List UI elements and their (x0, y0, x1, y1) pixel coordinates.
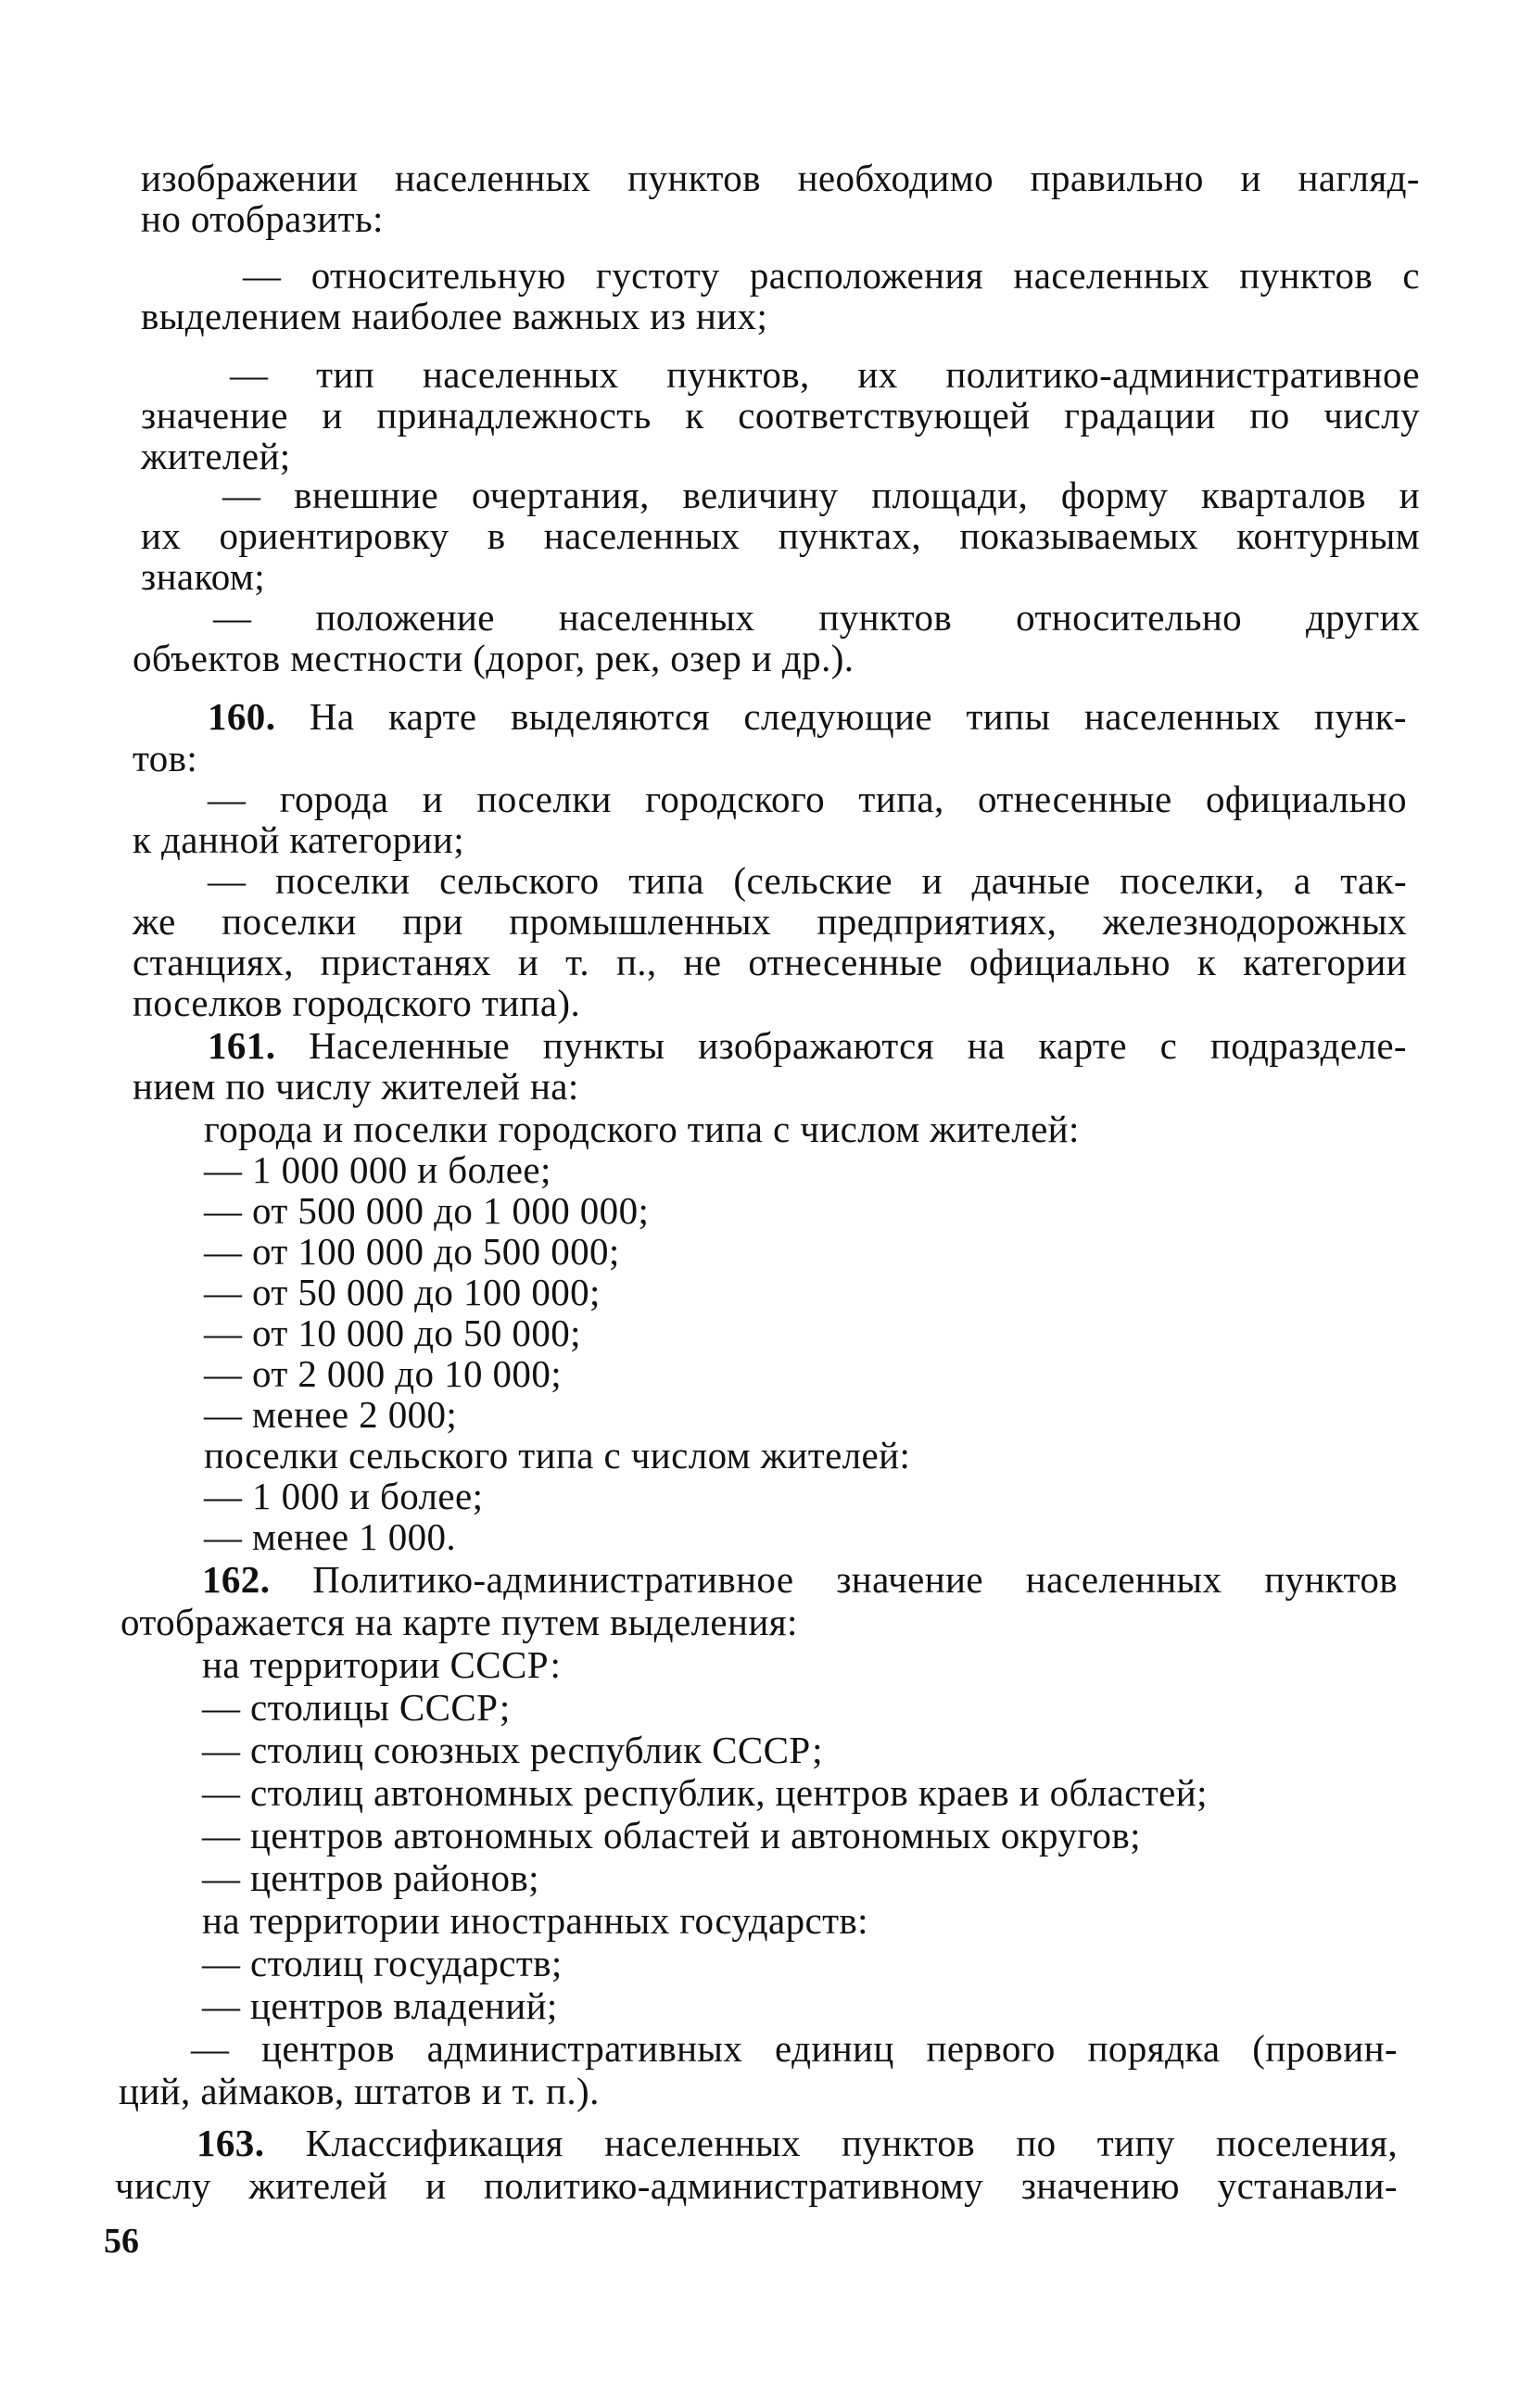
list-item: — столиц союзных республик СССР; (202, 1729, 823, 1771)
text-line: поселков городского типа). (133, 982, 581, 1024)
list-item: — столиц автономных республик, центров краев и областей; (202, 1771, 1208, 1814)
text-line: нием по числу жителей на: (133, 1065, 579, 1108)
list-item: — от 500 000 до 1 000 000; (204, 1189, 650, 1232)
text-line: — тип населенных пунктов, их политико-административное (230, 353, 1420, 396)
text-line: объектов местности (дорог, рек, озер и др.). (133, 637, 855, 679)
text-line: — поселки сельского типа (сельские и дачные поселки, а так- (208, 859, 1407, 902)
text-span: Политико-административное значение населенных пунктов (312, 1558, 1398, 1601)
paragraph-number: 160. (208, 695, 276, 738)
list-item: — столицы СССР; (202, 1686, 511, 1729)
text-line: но отобразить: (141, 197, 384, 240)
list-item: — центров владений; (202, 1984, 558, 2027)
text-line: к данной категории; (133, 818, 465, 861)
list-item: — от 10 000 до 50 000; (204, 1312, 581, 1354)
text-line: ций, аймаков, штатов и т. п.). (119, 2070, 600, 2112)
list-item: — от 50 000 до 100 000; (204, 1271, 601, 1313)
text-line: жителей; (141, 435, 291, 477)
text-line: знаком; (141, 555, 266, 598)
paragraph-number: 162. (202, 1558, 271, 1601)
paragraph-number: 161. (208, 1024, 276, 1067)
text-line: города и поселки городского типа с числом жителей: (204, 1108, 1080, 1150)
paragraph-number: 163. (196, 2122, 265, 2164)
text-line: выделением наиболее важных из них; (141, 295, 768, 337)
text-line: изображении населенных пунктов необходимо правильно и нагляд- (141, 157, 1420, 199)
text-line: их ориентировку в населенных пунктах, показываемых контурным (141, 514, 1420, 557)
list-item: — 1 000 и более; (204, 1475, 484, 1517)
page-number: 56 (104, 2222, 139, 2261)
text-line: — внешние очертания, величину площади, форму кварталов и (222, 474, 1420, 516)
list-item: — от 2 000 до 10 000; (204, 1352, 563, 1395)
list-item: — менее 2 000; (204, 1393, 458, 1436)
text-line: отображается на карте путем выделения: (120, 1601, 798, 1643)
list-item: — центров административных единиц первого порядка (провин- (191, 2027, 1398, 2070)
text-line: же поселки при промышленных предприятиях, железнодорожных (133, 900, 1407, 943)
list-item: — столиц государств; (202, 1942, 563, 1984)
text-line: тов: (133, 737, 198, 779)
text-span: Населенные пункты изображаются на карте с подразделе- (309, 1024, 1407, 1067)
text-line: станциях, пристанях и т. п., не отнесенные официально к категории (133, 941, 1407, 983)
text-line: — положение населенных пунктов относительно других (213, 596, 1420, 639)
paragraph-160-first-line (208, 696, 1407, 737)
text-line: на территории иностранных государств: (202, 1899, 868, 1942)
list-item: — центров районов; (202, 1857, 539, 1899)
paragraph-161-first-line (208, 1025, 1407, 1066)
paragraph-162-first-line (202, 1559, 1398, 1600)
list-item: — центров автономных областей и автономных округов; (202, 1814, 1141, 1857)
paragraph-163-first-line (196, 2123, 1398, 2163)
text-span: На карте выделяются следующие типы населенных пунк- (309, 695, 1407, 738)
list-item: — от 100 000 до 500 000; (204, 1230, 620, 1273)
text-line: числу жителей и политико-административному значению устанавли- (115, 2164, 1398, 2207)
text-line: на территории СССР: (202, 1643, 562, 1686)
text-line: — города и поселки городского типа, отнесенные официально (208, 778, 1407, 820)
text-line: поселки сельского типа с числом жителей: (204, 1434, 911, 1476)
list-item: — менее 1 000. (204, 1515, 457, 1558)
text-line: значение и принадлежность к соответствующей градации по числу (141, 394, 1420, 437)
list-item: — 1 000 000 и более; (204, 1148, 551, 1191)
text-span: Классификация населенных пунктов по типу поселения, (305, 2122, 1398, 2164)
text-line: — относительную густоту расположения населенных пунктов с (243, 254, 1420, 297)
